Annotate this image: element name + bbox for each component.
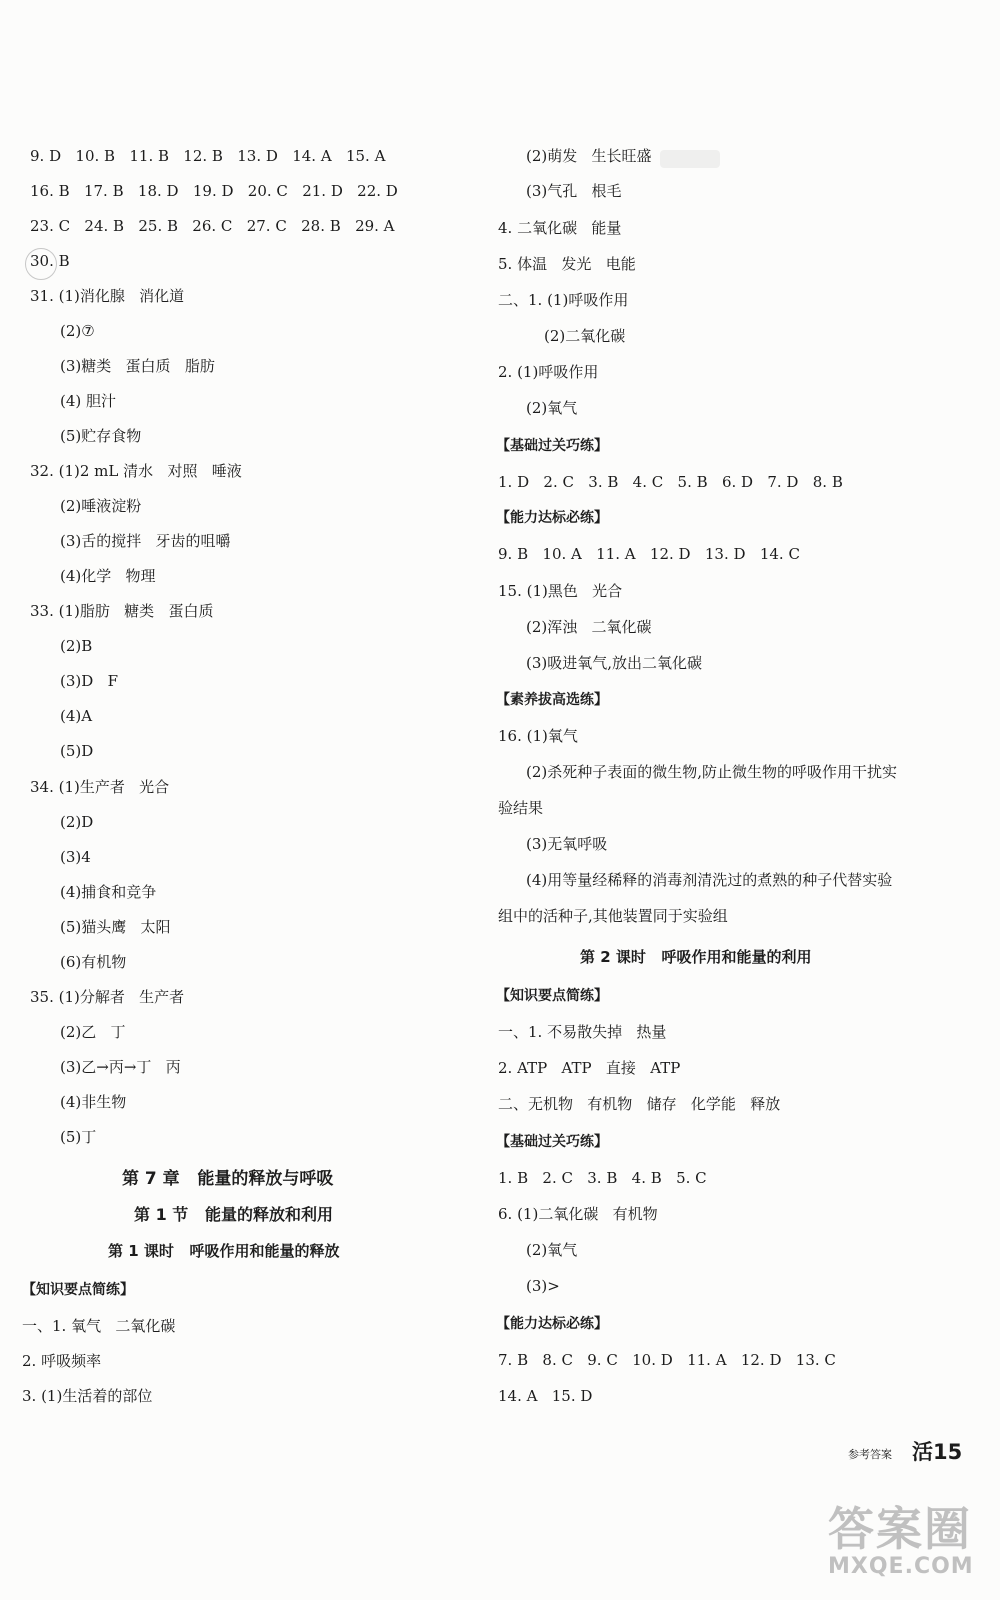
- answer-line: (3)无氧呼吸: [526, 835, 608, 853]
- answer-line: 1. B 2. C 3. B 4. B 5. C: [498, 1169, 707, 1187]
- answer-line: (2)⑦: [60, 322, 95, 340]
- answer-line: (4)用等量经稀释的消毒剂清洗过的煮熟的种子代替实验: [526, 871, 893, 889]
- answer-line: (3)糖类 蛋白质 脂肪: [60, 357, 215, 375]
- answer-line: 1. D 2. C 3. B 4. C 5. B 6. D 7. D 8. B: [498, 473, 843, 491]
- watermark-logo-text: 答案圈: [828, 1502, 972, 1556]
- answer-line: 9. B 10. A 11. A 12. D 13. D 14. C: [498, 545, 800, 563]
- page-number: 活15: [912, 1440, 963, 1464]
- answer-line: 9. D 10. B 11. B 12. B 13. D 14. A 15. A: [30, 147, 386, 165]
- section-title: 第 1 节 能量的释放和利用: [134, 1205, 333, 1224]
- lesson-title: 第 1 课时 呼吸作用和能量的释放: [108, 1242, 340, 1260]
- answer-line: 16. B 17. B 18. D 19. D 20. C 21. D 22. D: [30, 182, 398, 200]
- answer-line: (4) 胆汁: [60, 392, 117, 410]
- answer-line: (3)吸进氧气,放出二氧化碳: [526, 654, 703, 672]
- answer-line: (3)气孔 根毛: [526, 182, 622, 200]
- subsection-label: 【基础过关巧练】: [496, 438, 608, 454]
- answer-line: 验结果: [498, 799, 544, 817]
- subsection-label: 【能力达标必练】: [496, 510, 608, 526]
- answer-line: 2. 呼吸频率: [22, 1352, 102, 1370]
- answer-line: 32. (1)2 mL 清水 对照 唾液: [30, 462, 242, 480]
- answer-line: 一、1. 不易散失掉 热量: [498, 1023, 667, 1041]
- answer-line: (6)有机物: [60, 953, 127, 971]
- answer-line: 16. (1)氧气: [498, 727, 578, 745]
- answer-line: (3)乙→丙→丁 丙: [60, 1058, 181, 1076]
- subsection-label: 【知识要点简练】: [22, 1282, 134, 1298]
- answer-line: 二、无机物 有机物 储存 化学能 释放: [498, 1095, 781, 1113]
- answer-line: (2)氧气: [526, 1241, 578, 1259]
- print-smudge: [660, 150, 720, 168]
- answer-line: (2)乙 丁: [60, 1023, 126, 1041]
- site-watermark: [828, 1504, 993, 1594]
- answer-line: (2)杀死种子表面的微生物,防止微生物的呼吸作用干扰实: [526, 763, 898, 781]
- answer-line: (2)氧气: [526, 399, 578, 417]
- answer-line: (2)B: [60, 637, 93, 655]
- answer-line: (2)浑浊 二氧化碳: [526, 618, 652, 636]
- lesson-title: 第 2 课时 呼吸作用和能量的利用: [580, 948, 812, 966]
- answer-line: 3. (1)生活着的部位: [22, 1387, 153, 1405]
- answer-line: (2)萌发 生长旺盛: [526, 147, 652, 165]
- watermark-url: MXQE.COM: [828, 1554, 974, 1579]
- answer-line: (2)D: [60, 813, 94, 831]
- subsection-label: 【基础过关巧练】: [496, 1134, 608, 1150]
- answer-line: (3)4: [60, 848, 91, 866]
- answer-line: 33. (1)脂肪 糖类 蛋白质: [30, 602, 214, 620]
- answer-line: (5)贮存食物: [60, 427, 142, 445]
- answer-line: (2)唾液淀粉: [60, 497, 142, 515]
- answer-line: 组中的活种子,其他装置同于实验组: [498, 907, 728, 925]
- answer-line: (2)二氧化碳: [544, 327, 626, 345]
- answer-line: 14. A 15. D: [498, 1387, 593, 1405]
- footer-label: 参考答案: [848, 1448, 892, 1461]
- answer-line: 35. (1)分解者 生产者: [30, 988, 185, 1006]
- answer-line: 4. 二氧化碳 能量: [498, 219, 622, 237]
- chapter-title: 第 7 章 能量的释放与呼吸: [122, 1169, 334, 1189]
- answer-line: 34. (1)生产者 光合: [30, 778, 170, 796]
- answer-line: (4)非生物: [60, 1093, 127, 1111]
- answer-line: (5)猫头鹰 太阳: [60, 918, 171, 936]
- answer-line: 一、1. 氧气 二氧化碳: [22, 1317, 176, 1335]
- answer-line: 2. ATP ATP 直接 ATP: [498, 1059, 681, 1077]
- answer-line: (3)>: [526, 1277, 560, 1295]
- answer-line: (3)舌的搅拌 牙齿的咀嚼: [60, 532, 231, 550]
- answer-line: 7. B 8. C 9. C 10. D 11. A 12. D 13. C: [498, 1351, 836, 1369]
- answer-line: 31. (1)消化腺 消化道: [30, 287, 185, 305]
- answer-line: (4)化学 物理: [60, 567, 156, 585]
- answer-line: 5. 体温 发光 电能: [498, 255, 636, 273]
- subsection-label: 【能力达标必练】: [496, 1316, 608, 1332]
- answer-line: 30. B: [30, 252, 70, 270]
- answer-line: (4)A: [60, 707, 93, 725]
- subsection-label: 【知识要点简练】: [496, 988, 608, 1004]
- answer-line: (3)D F: [60, 672, 118, 690]
- subsection-label: 【素养拔高选练】: [496, 692, 608, 708]
- answer-line: (4)捕食和竞争: [60, 883, 157, 901]
- answer-line: (5)丁: [60, 1128, 97, 1146]
- answer-line: (5)D: [60, 742, 94, 760]
- answer-line: 23. C 24. B 25. B 26. C 27. C 28. B 29. A: [30, 217, 395, 235]
- answer-line: 15. (1)黑色 光合: [498, 582, 623, 600]
- answer-line: 6. (1)二氧化碳 有机物: [498, 1205, 658, 1223]
- answer-line: 2. (1)呼吸作用: [498, 363, 599, 381]
- answer-line: 二、1. (1)呼吸作用: [498, 291, 629, 309]
